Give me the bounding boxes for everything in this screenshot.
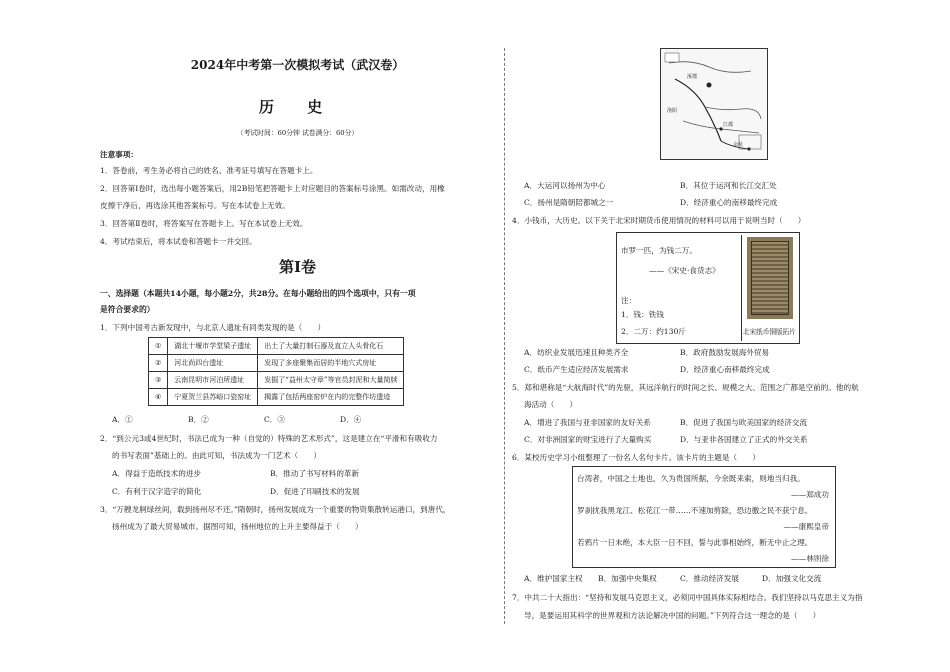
q6-option-d[interactable]: D．加强文化交流 <box>762 574 822 583</box>
q3-option-a[interactable]: A．大运河以扬州为中心 <box>524 181 606 190</box>
q4-option-c[interactable]: C．纸币产生适应经济发展需求 <box>524 365 629 374</box>
q1-option-d[interactable]: D．④ <box>340 415 362 424</box>
site-cell: 湖北十堰市学堂梁子遗址 <box>168 338 258 355</box>
q6-stem: 6．某校历史学习小组整理了一份名人名句卡片。该卡片的主题是（ ） <box>512 453 760 462</box>
table-row <box>149 338 404 355</box>
q2-option-d[interactable]: D．促进了印刷技术的发展 <box>270 487 360 496</box>
site-cell: 云南昆明市河泊所遗址 <box>168 372 258 389</box>
row-number: ③ <box>149 372 168 389</box>
subject-title: 历 史 <box>258 98 337 116</box>
table-row <box>149 355 404 372</box>
q3-option-c[interactable]: C．扬州是隋朝陪都城之一 <box>524 198 614 207</box>
row-number: ② <box>149 355 168 372</box>
q4-option-b[interactable]: B．政府鼓励发展海外贸易 <box>680 348 770 357</box>
q4-stem: 4．小钱币，大历史。以下关于北宋时期货币使用情况的材料可以用于说明当时（ ） <box>512 216 806 225</box>
row-number: ④ <box>149 389 168 406</box>
notes-heading: 注意事项： <box>100 150 138 159</box>
grand-canal-map <box>660 48 768 160</box>
q6-author: ——郑成功 <box>791 490 829 499</box>
section-heading: 是符合要求的） <box>100 305 155 314</box>
site-cell: 宁夏贺兰县苏峪口瓷窑址 <box>168 389 258 406</box>
q2-stem: 2．“到公元3或4世纪时，书法已成为一种（自觉的）特殊的艺术形式”，这是建立在“平滑和有吸收力 <box>100 434 438 443</box>
notes-item: 3．回答第Ⅱ卷时，将答案写在答题卡上。写在本试卷上无效。 <box>100 219 308 228</box>
q5-option-b[interactable]: B．促进了我国与欧美国家的经济交流 <box>680 418 808 427</box>
q4-material-box <box>616 232 800 344</box>
site-cell: 河北尚四台遗址 <box>168 355 258 372</box>
column-divider <box>504 48 505 624</box>
q4-quote: 市罗一匹，为钱二万。 <box>621 246 697 255</box>
q7-stem: 导，是要运用其科学的世界观和方法论解决中国的问题。”下列符合这一理念的是（ ） <box>524 611 821 620</box>
q5-option-d[interactable]: D．与亚非各国建立了正式的外交关系 <box>680 435 808 444</box>
q5-stem: 海活动（ ） <box>524 400 578 409</box>
q5-option-c[interactable]: C．对非洲国家的财宝进行了大量购买 <box>524 435 652 444</box>
q4-note: 2．二万：约130斤 <box>621 327 686 336</box>
q3-option-d[interactable]: D．经济重心的南移最终完成 <box>680 198 778 207</box>
q6-author: ——林则徐 <box>791 554 829 563</box>
q5-option-a[interactable]: A．增进了我国与亚非国家的友好关系 <box>524 418 651 427</box>
q6-option-a[interactable]: A．维护国家主权 <box>524 574 583 583</box>
q6-quote: 若鸦片一日未绝，本大臣一日不回，誓与此事相始终，断无中止之理。 <box>577 538 813 547</box>
q2-option-a[interactable]: A．得益于造纸技术的进步 <box>112 469 202 478</box>
q4-note-label: 注： <box>621 296 637 305</box>
q1-table <box>148 337 404 406</box>
q2-option-b[interactable]: B．推动了书写材料的革新 <box>270 469 360 478</box>
q1-option-c[interactable]: C．③ <box>264 415 285 424</box>
exam-info: （考试时间：60分钟 试卷满分：60分） <box>236 129 359 137</box>
map-label: 洛阳 <box>667 108 678 114</box>
q4-note: 1．钱：铁钱 <box>621 310 664 319</box>
banknote-rubbing-image <box>747 237 793 319</box>
finding-cell: 发现了多座聚集而居的半地穴式房址 <box>258 355 404 372</box>
row-number: ① <box>149 338 168 355</box>
finding-cell: 揭露了包括两座窑炉在内的完整作坊遗迹 <box>258 389 404 406</box>
finding-cell: 出土了大量打制石器及直立人头骨化石 <box>258 338 404 355</box>
q3-option-b[interactable]: B．其位于运河和长江交汇处 <box>680 181 777 190</box>
q1-stem: 1．下列中国考古新发现中，与北京人遗址有同类发现的是（ ） <box>100 323 326 332</box>
table-row <box>149 389 404 406</box>
q6-option-b[interactable]: B．加强中央集权 <box>598 574 657 583</box>
q4-source: ——《宋史·食货志》 <box>649 266 720 275</box>
q2-option-c[interactable]: C．有利于汉字造字的简化 <box>112 487 202 496</box>
q6-quote-card <box>572 466 836 568</box>
section-heading: 一、选择题（本题共14小题，每小题2分，共28分。在每小题给出的四个选项中，只有一项 <box>100 289 416 298</box>
q3-stem: 3．“万艘龙舸绿丝间，载到扬州尽不还。”隋朝时，扬州发展成为一个重要的物资集散转运港口，到唐代， <box>100 505 451 514</box>
q4-option-a[interactable]: A．纺织业发展迅速且种类齐全 <box>524 348 629 357</box>
exam-title: 2024年中考第一次模拟考试（武汉卷） <box>190 58 405 72</box>
q4-image-caption: 北宋纸币铜版拓片 <box>743 328 796 336</box>
notes-item: 2．回答第Ⅰ卷时，选出每小题答案后，用2B铅笔把答题卡上对应题目的答案标号涂黑。如需改动，用橡 <box>100 184 445 193</box>
q6-quote: 罗刹扰我黑龙江、松花江一带……不速加剪除，恐边徼之民不获宁息。 <box>577 506 813 515</box>
map-label: 余杭 <box>733 142 744 148</box>
q5-stem: 5．郑和堪称是“大航海时代”的先驱，其远洋航行的时间之长、规模之大、范围之广都是空前的。他的航 <box>512 383 859 392</box>
q2-stem: 的书写表面”基础上的。由此可知，书法成为一门艺术（ ） <box>112 451 321 460</box>
q6-quote: 台湾者，中国之土地也，久为贵国所据，今余既来索，则地当归我。 <box>577 474 805 483</box>
notes-item: 4．考试结束后，将本试卷和答题卡一并交回。 <box>100 237 257 246</box>
map-label: 涿郡 <box>687 74 698 80</box>
volume-title: 第Ⅰ卷 <box>278 258 317 276</box>
q6-option-c[interactable]: C．推动经济发展 <box>680 574 739 583</box>
map-label: 江都 <box>723 122 734 128</box>
finding-cell: 发掘了“益州太守章”等官员封泥和大量简牍 <box>258 372 404 389</box>
q3-stem: 扬州成为了最大贸易城市。据图可知，扬州地位的上升主要得益于（ ） <box>112 522 363 531</box>
table-row <box>149 372 404 389</box>
q1-option-a[interactable]: A．① <box>112 415 133 424</box>
q7-stem: 7．中共二十大指出：“坚持和发展马克思主义，必须同中国具体实际相结合。我们坚持以马克思主义为指 <box>512 593 863 602</box>
notes-item: 1．答卷前，考生务必将自己的姓名、准考证号填写在答题卡上。 <box>100 166 318 175</box>
notes-item: 皮擦干净后，再选涂其他答案标号。写在本试卷上无效。 <box>100 201 290 210</box>
q6-author: ——康熙皇帝 <box>783 522 829 531</box>
q1-option-b[interactable]: B．② <box>188 415 209 424</box>
q4-option-d[interactable]: D．经济重心南移最终完成 <box>680 365 770 374</box>
